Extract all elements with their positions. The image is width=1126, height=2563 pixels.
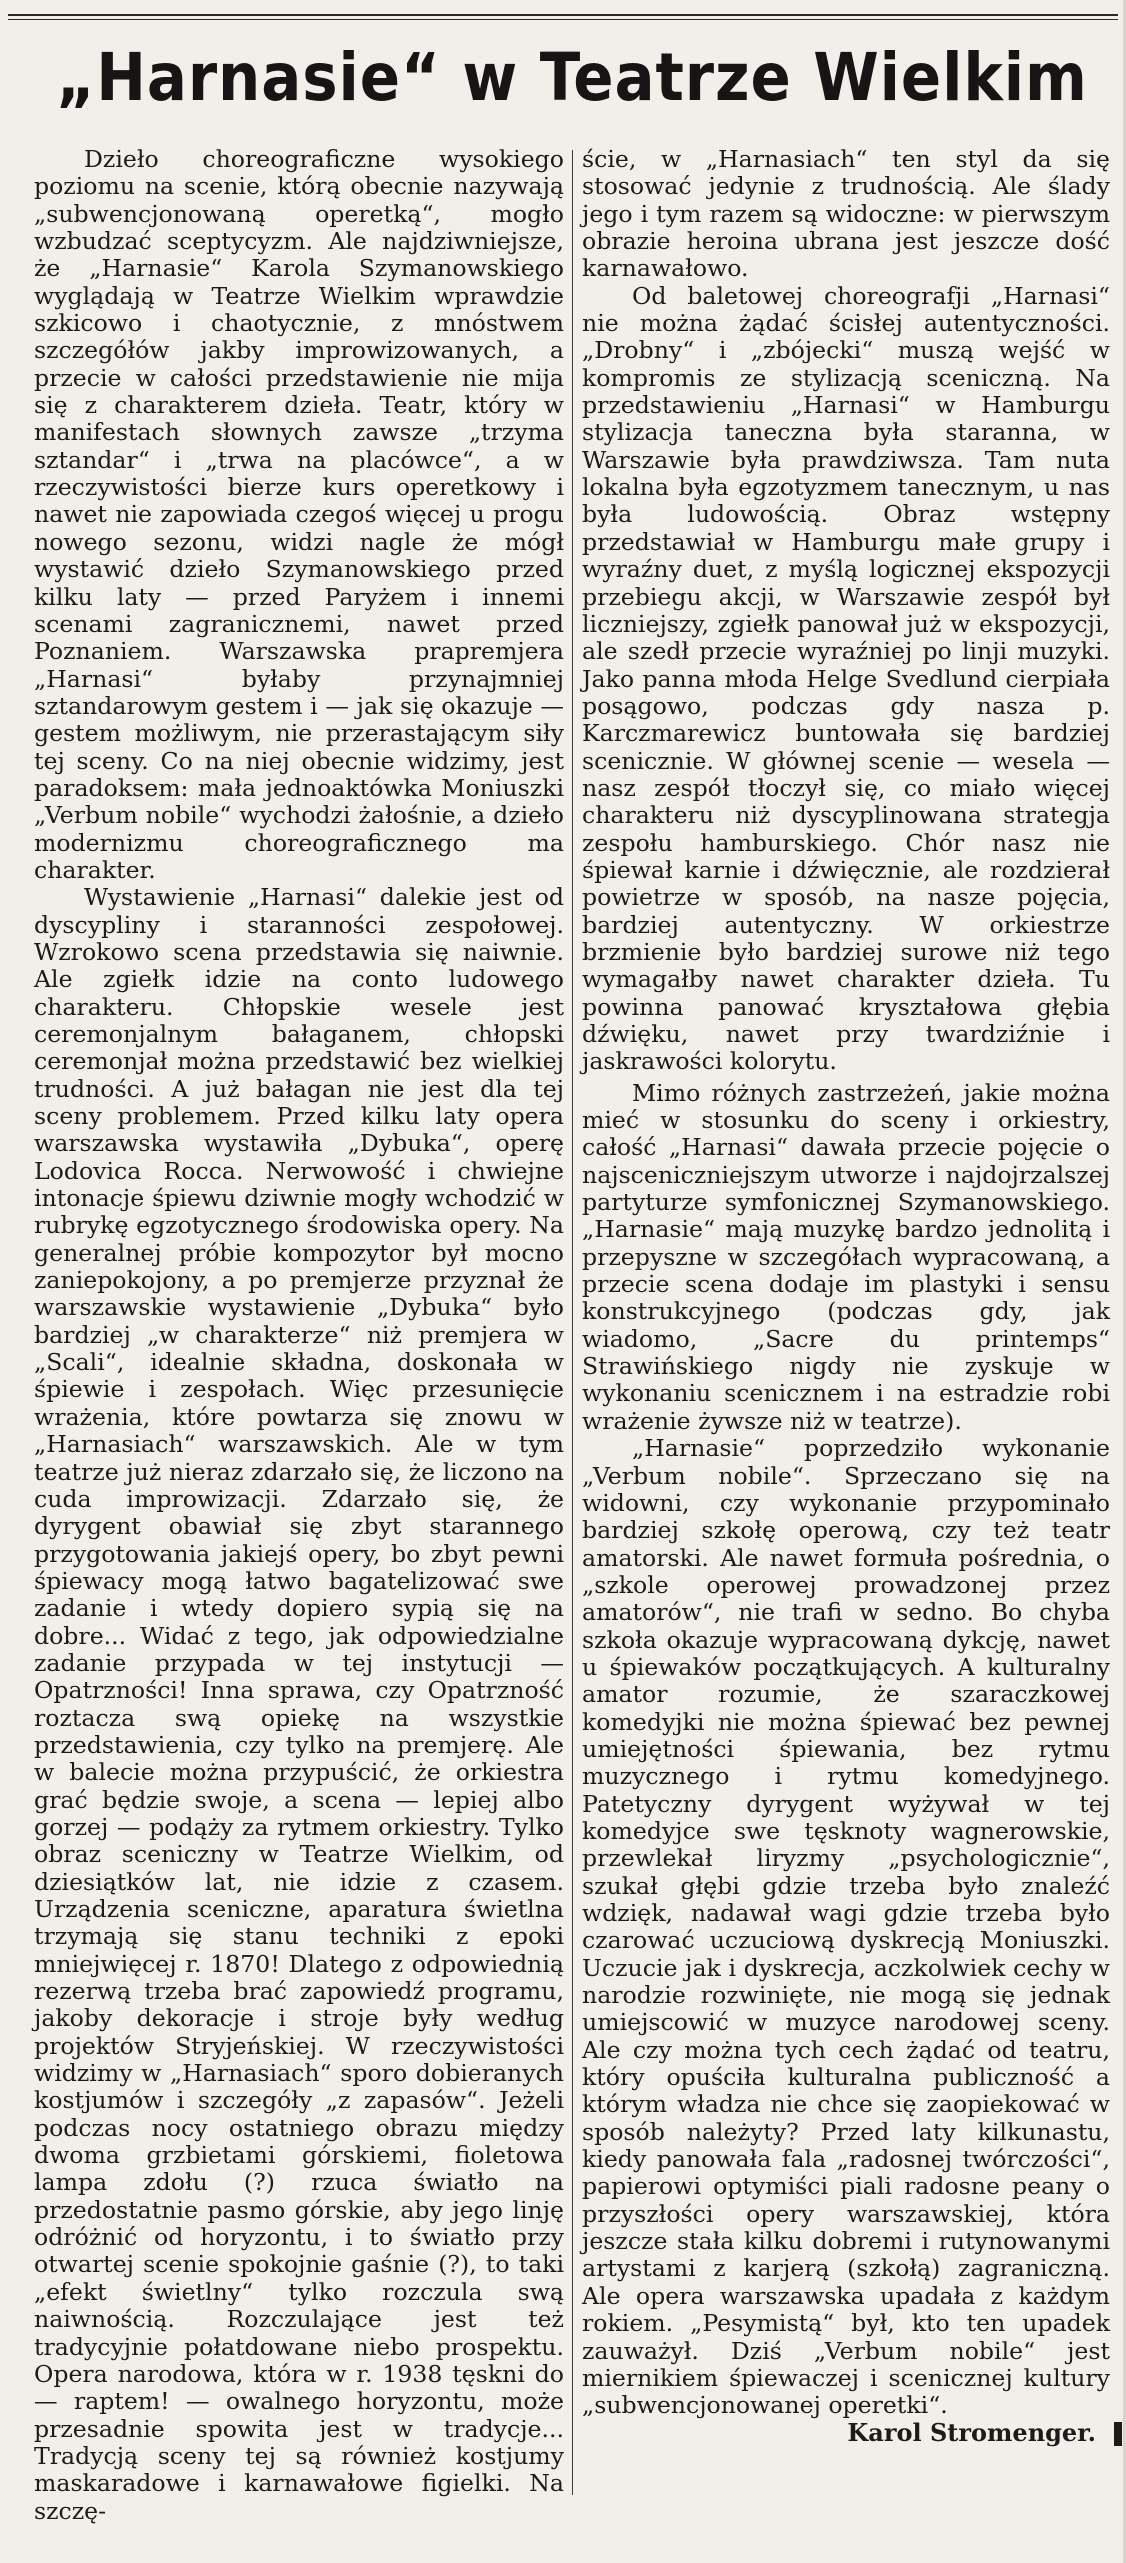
edge-mark (1114, 2422, 1122, 2446)
paragraph: Mimo różnych zastrzeżeń, jakie można mieć w stosunku do sceny i orkiestry, całość „Harnasi“ dawała przecie pojęcie o najsceniczniejszym utworze i najdojrzalszej partyturze symfonicznej Szymanowskiego. „Harnasie“ mają muzykę bardzo jednolitą i przepyszne w szczegółach wypracowaną, a przecie scena dodaje im plastyki i sensu konstrukcyjnego (podczas gdy, jak wiadomo, „Sacre du printemps“ Strawińskiego nigdy nie zyskuje w wykonaniu scenicznem i na estradzie robi wrażenie żywsze niż w teatrze). (582, 1078, 1110, 1435)
column-divider (572, 150, 573, 2495)
author-signature: Karol Stromenger. (847, 2418, 1096, 2447)
paragraph: Dzieło choreograficzne wysokiego poziomu na scenie, którą obecnie nazywają „subwencjonowaną operetką“, mogło wzbudzać sceptycyzm. Ale najdziwniejsze, że „Harnasie“ Karola Szymanowskiego wyglądają w Teatrze Wielkim wprawdzie szkicowo i chaotycznie, z mnóstwem szczegółów jakby improwizowanych, a przecie w całości przedstawienie nie mija się z charakterem dzieła. Teatr, który w manifestach słownych zawsze „trzyma sztandar“ i „trwa na placówce“, a w rzeczywistości bierze kurs operetkowy i nawet nie zapowiada czegoś więcej u progu nowego sezonu, widzi nagle że mógł wystawić dzieło Szymanowskiego przed kilku laty — przed Paryżem i innemi scenami zagranicznemi, nawet przed Poznaniem. Warszawska prapremjera „Harnasi“ byłaby przynajmniej sztandarowym gestem i — jak się okazuje — gestem możliwym, nie przerastającym siły tej sceny. Co na niej obecnie widzimy, jest paradoksem: mała jednoaktówka Moniuszki „Verbum nobile“ wychodzi żałośnie, a dzieło modernizmu choreograficznego ma charakter. (34, 145, 564, 884)
top-rule (8, 14, 1118, 16)
top-rule-thin (8, 19, 1118, 20)
article-headline: „Harnasie“ w Teatrze Wielkim (56, 39, 1088, 116)
article-column-left (34, 146, 564, 2525)
paragraph: „Harnasie“ poprzedziło wykonanie „Verbum nobile“. Sprzeczano się na widowni, czy wykonanie przypominało bardziej szkołę operową, czy też teatr amatorski. Ale nawet formuła pośrednia, o „szkole operowej prowadzonej przez amatorów“, nie trafi w sedno. Bo chyba szkoła okazuje wypracowaną dykcję, nawet u śpiewaków początkujących. A kulturalny amator rozumie, że szaraczkowej komedyjki nie można śpiewać bez pewnej umiejętności śpiewania, bez rytmu muzycznego i rytmu komedyjnego. Patetyczny dyrygent wyżywał w tej komedyjce swe tęsknoty wagnerowskie, przewlekał liryzmy „psychologicznie“, szukał głębi gdzie trzeba było znaleźć wdzięk, nadawał wagi gdzie trzeba było czarować uczuciową dyskrecją Moniuszki. Uczucie jak i dyskrecja, aczkolwiek cechy w narodzie rozwinięte, nie mogą się jednak umiejscowić w muzyce narodowej sceny. Ale czy można tych cech żądać od teatru, który opuściła kulturalna publiczność a którym władza nie chce się zaopiekować w sposób należyty? Przed laty kilkunastu, kiedy panowała fala „radosnej twórczości“, papierowi optymiści piali radosne peany o przyszłości opery warszawskiej, która jeszcze stała kilku dobremi i rutynowanymi artystami z karjerą (szkołą) zagraniczną. Ale opera warszawska upadała z każdym rokiem. „Pesymistą“ był, kto ten upadek zauważył. Dziś „Verbum nobile“ jest miernikiem śpiewaczej i scenicznej kultury „subwencjonowanej operetki“. (582, 1434, 1110, 2420)
paragraph: ście, w „Harnasiach“ ten styl da się stosować jedynie z trudnością. Ale ślady jego i tym razem są widoczne: w pierwszym obrazie heroina ubrana jest jeszcze dość karnawałowo. (582, 145, 1110, 283)
article-column-right (582, 146, 1110, 2420)
paragraph: Od baletowej choreografji „Harnasi“ nie można żądać ścisłej autentyczności. „Drobny“ i „zbójecki“ muszą wejść w kompromis ze stylizacją sceniczną. Na przedstawieniu „Harnasi“ w Hamburgu stylizacja taneczna była staranna, w Warszawie była prawdziwsza. Tam nuta lokalna była egzotyzmem tanecznym, u nas była ludowością. Obraz wstępny przedstawiał w Hamburgu małe grupy i wyraźny duet, z myślą logicznej ekspozycji przebiegu akcji, w Warszawie zespół był liczniejszy, zgiełk panował już w ekspozycji, ale szedł przecie wyraźniej po linji muzyki. Jako panna młoda Helge Svedlund cierpiała posągowo, podczas gdy nasza p. Karczmarewicz buntowała się bardziej scenicznie. W głównej scenie — wesela — nasz zespół tłoczył się, co miało więcej charakteru niż dyscyplinowana strategja zespołu hamburskiego. Chór nasz nie śpiewał karnie i dźwięcznie, ale rozdzierał powietrze w sposób, na nasze pojęcia, bardziej autentyczny. W orkiestrze brzmienie było bardziej surowe niż tego wymagałby nawet charakter dzieła. Tu powinna panować kryształowa głębia dźwięku, nawet przy twardziźnie i jaskrawości kolorytu. (582, 281, 1110, 1076)
paragraph: Wystawienie „Harnasi“ dalekie jest od dyscypliny i staranności zespołowej. Wzrokowo scena przedstawia się naiwnie. Ale zgiełk idzie na conto ludowego charakteru. Chłopskie wesele jest ceremonjalnym bałaganem, chłopski ceremonjał można przedstawić bez wielkiej trudności. A już bałagan nie jest dla tej sceny problemem. Przed kilku laty opera warszawska wystawiła „Dybuka“, operę Lodovica Rocca. Nerwowość i chwiejne intonacje śpiewu dziwnie mogły wchodzić w rubrykę egzotycznego środowiska opery. Na generalnej próbie kompozytor był mocno zaniepokojony, a po premjerze przyznał że warszawskie wystawienie „Dybuka“ było bardziej „w charakterze“ niż premjera w „Scali“, idealnie składna, doskonała w śpiewie i zespołach. Więc przesunięcie wrażenia, które powtarza się znowu w „Harnasiach“ warszawskich. Ale w tym teatrze już nieraz zdarzało się, że liczono na cuda improwizacji. Zdarzało się, że dyrygent obawiał się zbyt starannego przygotowania jakiejś opery, bo zbyt pewni śpiewacy mogą łatwo bagatelizować swe zadanie i wtedy dopiero sypią się na dobre... Widać z tego, jak odpowiedzialne zadanie przypada w tej instytucji — Opatrzności! Inna sprawa, czy Opatrzność roztacza swą opiekę na wszystkie przedstawienia, czy tylko na premjerę. Ale w balecie można przypuścić, że orkiestra grać będzie swoje, a scena — lepiej albo gorzej — podąży za rytmem orkiestry. Tylko obraz sceniczny w Teatrze Wielkim, od dziesiątków lat, nie idzie z czasem. Urządzenia sceniczne, aparatura świetlna trzymają się stanu techniki z epoki mniejwięcej r. 1870! Dlatego z odpowiednią rezerwą trzeba brać zapowiedź programu, jakoby dekoracje i stroje były według projektów Stryjeńskiej. W rzeczywistości widzimy w „Harnasiach“ sporo dobieranych kostjumów i szczegóły „z zapasów“. Jeżeli podczas nocy ostatniego obrazu między dwoma grzbietami górskiemi, fioletowa lampa zdołu (?) rzuca światło na przedostatnie pasmo górskie, aby jego linję odróżnić od horyzontu, i to światło przy otwartej scenie spokojnie gaśnie (?), to taki „efekt świetlny“ tylko rozczula swą naiwnością. Rozczulające jest też tradycyjnie połatdowane niebo prospektu. Opera narodowa, która w r. 1938 tęskni do — raptem! — owalnego horyzontu, może przesadnie spowita jest w tradycje... Tradycją sceny tej są również kostjumy maskaradowe i karnawałowe figielki. Na szczę- (34, 883, 564, 2525)
